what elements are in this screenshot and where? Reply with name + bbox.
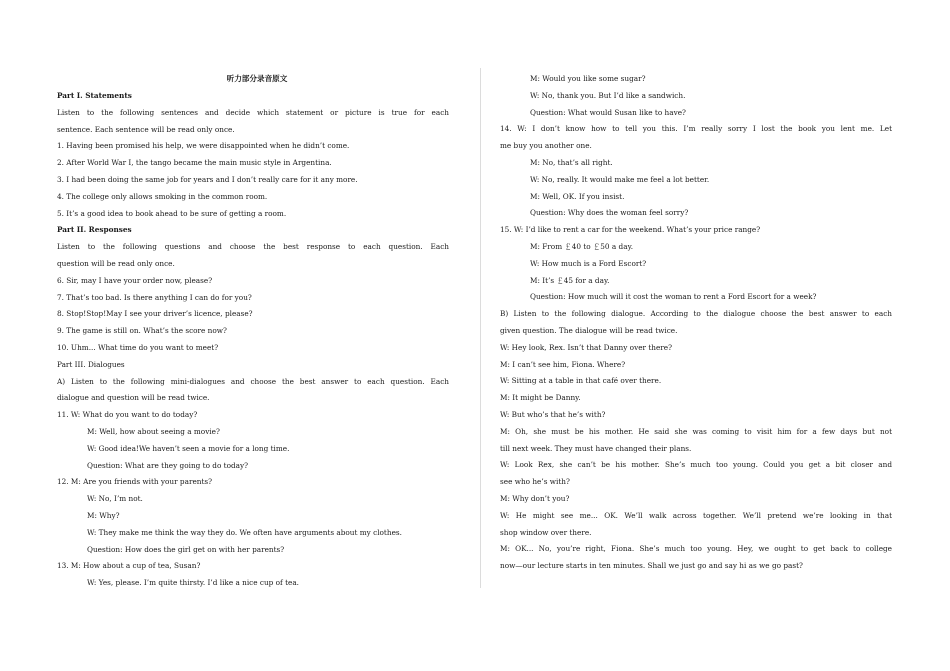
section-heading: Part II. Responses [57,225,132,235]
text-line: 4. The college only allows smoking in the common room. [57,191,268,201]
text-line: 13. M: How about a cup of tea, Susan? [57,561,201,571]
text-line: given question. The dialogue will be read twice. [500,326,678,335]
text-line: Part III. Dialogues [57,359,125,369]
text-line: M: Oh, she must be his mother. He said she was coming to visit him for a few days but not [500,426,892,436]
text-line: W: He might see me... OK. We’ll walk across together. We’ll pretend we’re looking in that [500,510,892,520]
text-line: M: Why don’t you? [500,494,570,503]
text-line: dialogue and question will be read twice. [57,393,210,403]
text-line: Question: Why does the woman feel sorry? [530,208,689,218]
text-line: 14. W: I don’t know how to tell you this. I’m really sorry I lost the book you lent me. Let [500,124,892,134]
text-line: M: It’s ￡45 for a day. [530,275,610,285]
text-line: M: Well, OK. If you insist. [530,191,625,201]
text-line: W: Look Rex, she can’t be his mother. She’s much too young. Could you get a bit closer and [500,460,892,470]
text-line: 8. Stop!Stop!May I see your driver’s licence, please? [57,309,253,319]
text-line: M: Would you like some sugar? [530,74,646,83]
text-line: till next week. They must have changed their plans. [500,443,692,453]
text-line: Listen to the following sentences and decide which statement or picture is true for each [57,107,449,117]
text-line: M: Well, how about seeing a movie? [87,427,220,436]
text-line: W: No, really. It would make me feel a lot better. [530,174,710,184]
text-line: Question: What are they going to do today? [87,460,249,470]
text-line: W: How much is a Ford Escort? [530,258,647,268]
text-line: B) Listen to the following dialogue. According to the dialogue choose the best answer to each [500,309,892,319]
text-line: sentence. Each sentence will be read only once. [57,124,235,134]
text-line: M: OK... No, you’re right, Fiona. She’s much too young. Hey, we ought to get back to college [500,544,892,554]
text-line: W: Hey look, Rex. Isn’t that Danny over there? [500,342,672,352]
text-line: Listen to the following questions and choose the best response to each question. Each [57,242,449,252]
text-line: 12. M: Are you friends with your parents? [57,477,213,487]
text-line: me buy you another one. [500,141,592,151]
text-line: 6. Sir, may I have your order now, please? [57,275,213,285]
column-divider [480,68,481,588]
text-line: M: Why? [87,511,120,520]
text-line: 9. The game is still on. What’s the score now? [57,326,227,336]
text-line: M: I can’t see him, Fiona. Where? [500,359,626,369]
text-line: W: No, thank you. But I’d like a sandwich. [530,90,686,100]
section-heading: Part I. Statements [57,91,132,100]
text-line: W: Good idea!We haven’t seen a movie for a long time. [87,443,290,453]
text-line: shop window over there. [500,527,592,537]
text-line: 10. Uhm... What time do you want to meet? [57,343,219,352]
text-line: 15. W: I’d like to rent a car for the weekend. What’s your price range? [500,225,761,235]
text-line: see who he’s with? [500,477,570,487]
page-title: 听力部分录音原文 [226,74,288,83]
text-line: question will be read only once. [57,259,175,268]
text-line: Question: What would Susan like to have? [530,107,686,117]
text-line: Question: How does the girl get on with her parents? [87,544,285,554]
text-line: A) Listen to the following mini-dialogues and choose the best answer to each question. Each [57,376,449,386]
text-line: Question: How much will it cost the woman to rent a Ford Escort for a week? [530,292,817,302]
text-line: 5. It’s a good idea to book ahead to be sure of getting a room. [57,208,287,218]
text-line: W: But who’s that he’s with? [500,410,606,419]
text-line: now—our lecture starts in ten minutes. Shall we just go and say hi as we go past? [500,561,803,571]
text-line: M: From ￡40 to ￡50 a day. [530,242,634,251]
text-line: W: Sitting at a table in that café over there. [500,376,662,386]
text-line: 11. W: What do you want to do today? [57,410,198,420]
text-line: M: No, that’s all right. [530,158,613,167]
text-line: 7. That’s too bad. Is there anything I can do for you? [57,292,252,302]
text-line: W: No, I’m not. [87,494,143,504]
text-line: 3. I had been doing the same job for years and I don’t really care for it any more. [57,175,358,184]
text-line: 2. After World War I, the tango became the main music style in Argentina. [57,158,332,168]
text-line: W: They make me think the way they do. We often have arguments about my clothes. [87,527,402,537]
text-line: M: It might be Danny. [500,393,581,403]
text-line: 1. Having been promised his help, we were disappointed when he didn’t come. [57,141,350,151]
text-line: W: Yes, please. I’m quite thirsty. I’d like a nice cup of tea. [87,578,299,588]
